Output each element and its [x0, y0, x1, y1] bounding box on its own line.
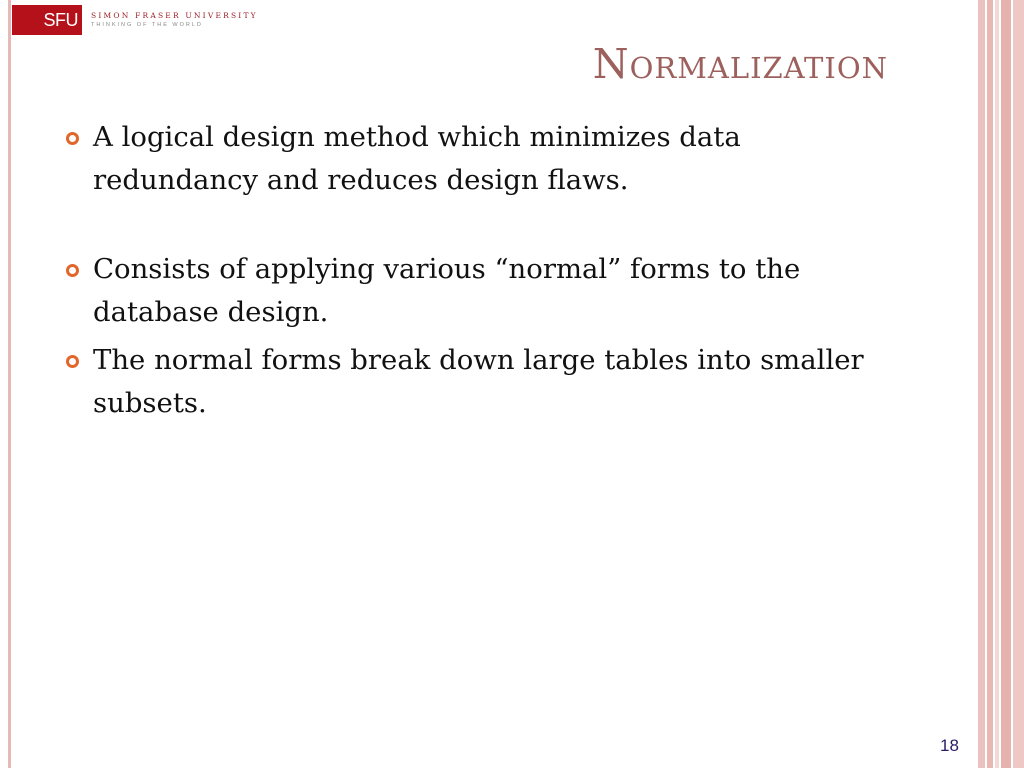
bullet-text: Consists of applying various “normal” forms to the database design. — [93, 253, 801, 328]
ring-bullet-icon — [66, 264, 79, 277]
right-stripe — [1001, 0, 1011, 768]
bullet-item — [64, 248, 894, 334]
bullet-text: A logical design method which minimizes data redundancy and reduces design flaws. — [93, 121, 741, 196]
logo-tagline: THINKING OF THE WORLD — [91, 21, 203, 28]
logo-name: SIMON FRASER UNIVERSITY — [91, 10, 258, 20]
bullet-item — [64, 116, 894, 202]
bullet-item — [64, 339, 894, 425]
logo-text — [91, 11, 258, 30]
right-stripe — [987, 0, 993, 768]
right-stripe — [978, 0, 985, 768]
left-border — [8, 0, 11, 768]
slide-title: Normalization — [592, 40, 888, 88]
right-stripe — [995, 0, 999, 768]
ring-bullet-icon — [66, 132, 79, 145]
page-number: 18 — [940, 736, 959, 755]
university-logo — [12, 4, 258, 36]
logo-mark: SFU — [12, 5, 82, 35]
right-stripe — [1013, 0, 1024, 768]
ring-bullet-icon — [66, 355, 79, 368]
bullet-text: The normal forms break down large tables into smaller subsets. — [93, 344, 864, 419]
bullet-list — [64, 116, 894, 425]
